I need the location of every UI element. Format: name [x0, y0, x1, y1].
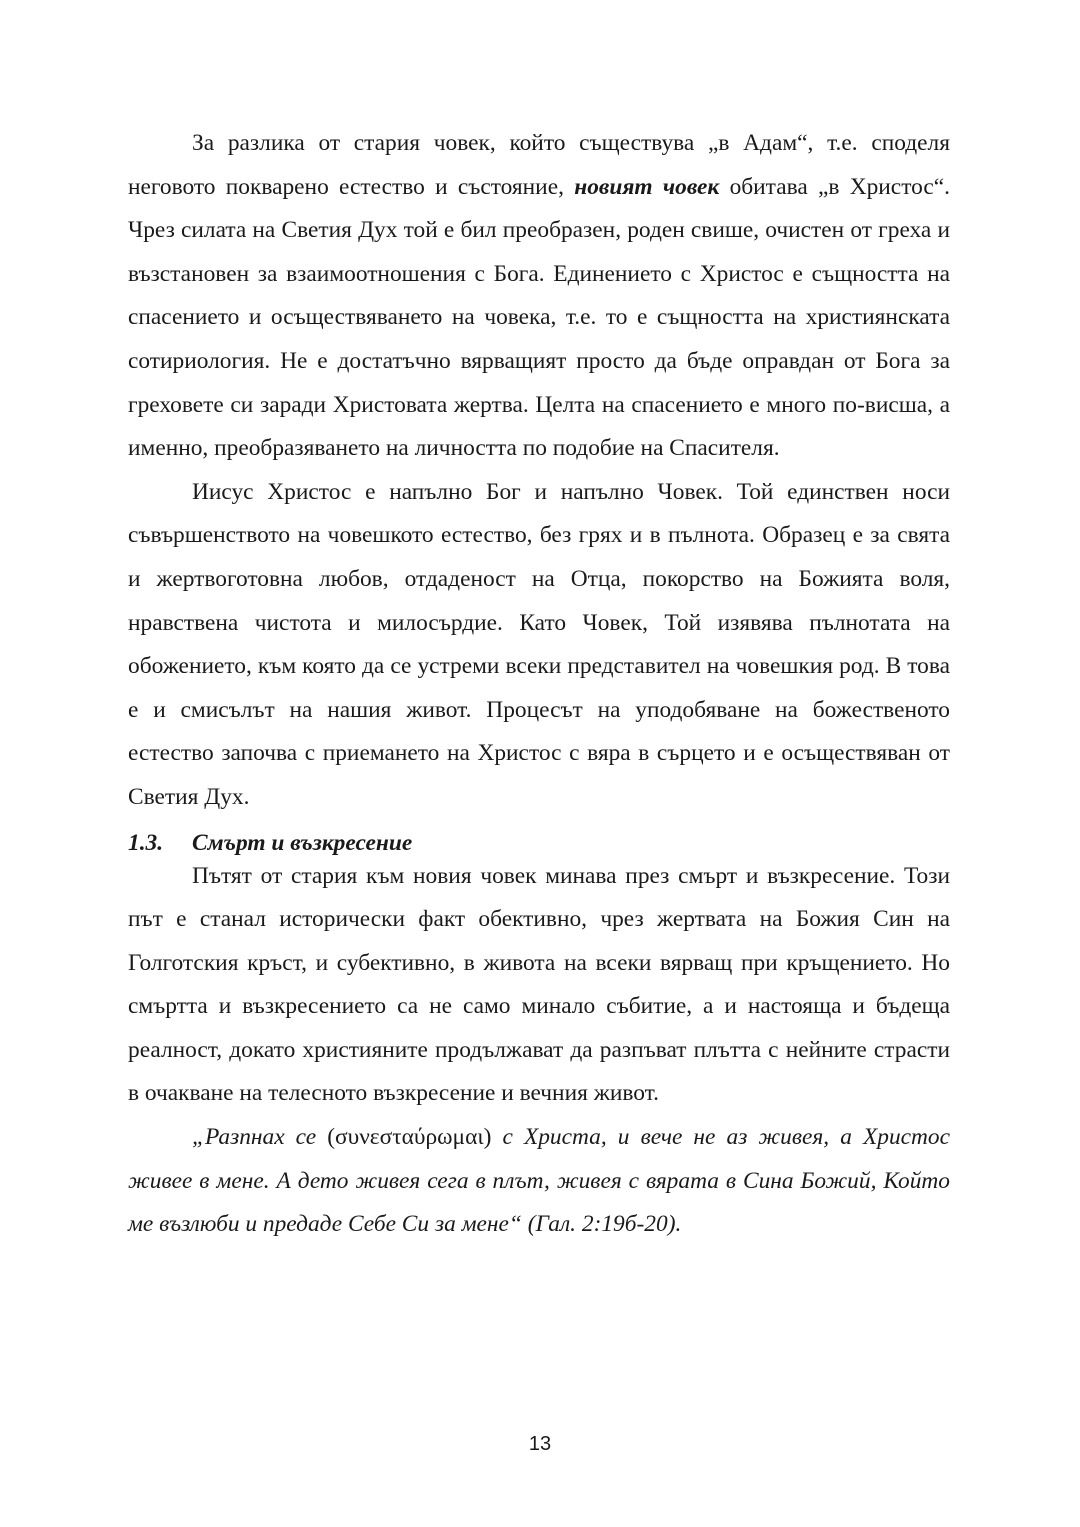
scripture-quote — [128, 1116, 950, 1247]
page-number: 13 — [528, 1433, 552, 1455]
quote-text: „Разпнах се — [192, 1124, 328, 1151]
paragraph-text: обитава „в Христос“. Чрез силата на Светия Дух той е бил преобразен, роден свише, очистен от греха и възстановен за взаимоотношения с Бога. Единението с Христос е същността на спасението и осъществяването на човека, т.е. то е същността на християнската сотириология. Не е достатъчно вярващият просто да бъде оправдан от Бога за греховете си заради Христовата жертва. Целта на спасението е много по-висша, а именно, преобразяването на личността по подобие на Спасителя. — [128, 173, 950, 462]
section-heading — [128, 830, 950, 856]
paragraph-text: За разлика от стария човек, който съществува „в Адам“, т.е. споделя неговото покварено естество и състояние, — [128, 130, 950, 200]
greek-term: (συνεσταύρωμαι) — [327, 1124, 492, 1151]
paragraph-jesus-christ: Иисус Христос е напълно Бог и напълно Човек. Той единствен носи съвършенството на човешкото естество, без грях и в пълнота. Образец е за свята и жертвоготовна любов, отдаденост на Отца, покорство на Божията воля, нравствена чистота и милосърдие. Като Човек, Той изявява пълнотата на обожението, към която да се устреми всеки представител на човешкия род. В това е и смисълът на нашия живот. Процесът на уподобяване на божественото естество започва с приемането на Христос с вяра в сърцето и е осъществяван от Светия Дух. — [128, 478, 950, 810]
emphasis-new-man: новият човек — [574, 173, 720, 200]
section-number: 1.3. — [128, 829, 164, 856]
paragraph-death-and-resurrection: Пътят от стария към новия човек минава през смърт и възкресение. Този път е станал исторически факт обективно, чрез жертвата на Божия Син на Голготския кръст, и субективно, в живота на всеки вярващ при кръщението. Но смъртта и възкресението са не само минало събитие, а и настояща и бъдеща реалност, докато християните продължават да разпъват плътта с нейните страсти в очакване на телесното възкресение и вечния живот. — [128, 862, 950, 1107]
quote-text: с Христа, и вече не аз живея, а Христос живее в мене. А дето живея сега в плът, живея с вярата в Сина Божий, Който ме възлюби и предаде Себе Си за мене“ (Гал. 2:19б-20). — [128, 1124, 950, 1238]
section-title: Смърт и възкресение — [192, 829, 413, 856]
paragraph-old-and-new-man — [128, 122, 950, 471]
page-content — [128, 122, 950, 1247]
